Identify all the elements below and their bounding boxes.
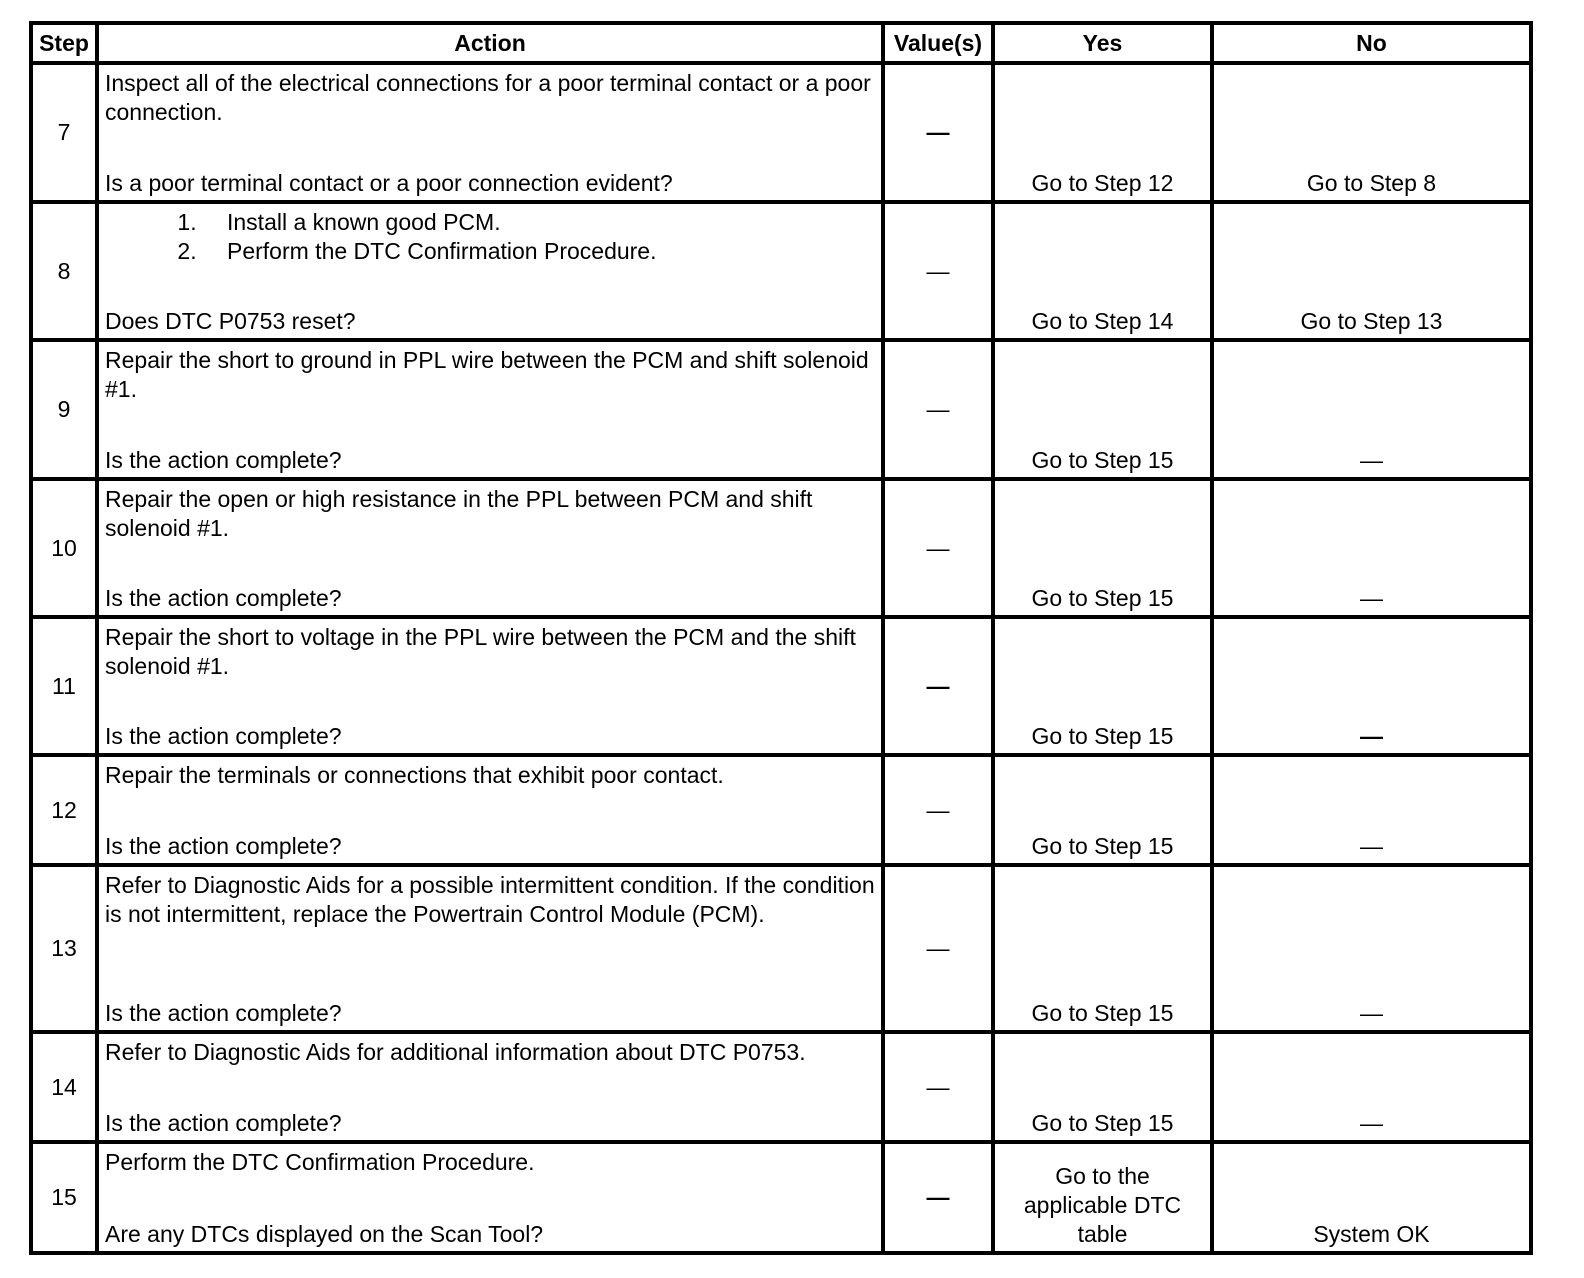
action-text: Repair the short to voltage in the PPL wire between the PCM and the shift solenoid #1. <box>105 624 856 679</box>
action-text: Refer to Diagnostic Aids for a possible intermittent condition. If the condition is not intermittent, replace the Powertrain Control Module (PCM). <box>105 872 875 927</box>
yes-cell: Go to Step 15 <box>993 340 1212 479</box>
yes-cell: Go to Step 15 <box>993 479 1212 617</box>
step-number: 12 <box>31 755 97 865</box>
header-row <box>31 23 1531 63</box>
table-row <box>31 340 1531 479</box>
diagnostic-table <box>29 21 1533 1255</box>
table-row <box>31 865 1531 1032</box>
no-cell: System OK <box>1212 1142 1531 1253</box>
value-dash: — <box>926 396 950 422</box>
action-question: Is the action complete? <box>105 1110 342 1136</box>
action-question: Is the action complete? <box>105 723 342 749</box>
value-dash: — <box>926 534 950 561</box>
action-cell <box>97 755 883 865</box>
step-number: 9 <box>31 340 97 479</box>
action-text: Inspect all of the electrical connections for a poor terminal contact or a poor connection. <box>105 70 871 125</box>
header-no: No <box>1212 23 1531 63</box>
header-action: Action <box>97 23 883 63</box>
action-question: Does DTC P0753 reset? <box>105 308 356 334</box>
step-number: 13 <box>31 865 97 1032</box>
value-dash: — <box>926 672 950 699</box>
no-cell: Go to Step 13 <box>1212 202 1531 340</box>
yes-cell: Go to Step 15 <box>993 617 1212 755</box>
value-cell <box>883 1142 993 1253</box>
table-row <box>31 63 1531 202</box>
action-cell <box>97 865 883 1032</box>
value-dash: — <box>926 257 950 284</box>
action-cell <box>97 1142 883 1253</box>
value-dash: — <box>926 796 950 823</box>
action-text: Refer to Diagnostic Aids for additional information about DTC P0753. <box>105 1039 806 1065</box>
table-row <box>31 1032 1531 1142</box>
yes-cell: Go to Step 14 <box>993 202 1212 340</box>
no-dash: — <box>1360 723 1383 749</box>
value-cell <box>883 755 993 865</box>
no-cell: — <box>1212 755 1531 865</box>
table-row <box>31 755 1531 865</box>
no-cell: — <box>1212 1032 1531 1142</box>
action-cell <box>97 202 883 340</box>
table-row <box>31 617 1531 755</box>
action-list-item: 2. Perform the DTC Confirmation Procedure. <box>203 237 875 266</box>
action-text: Perform the DTC Confirmation Procedure. <box>105 1149 535 1175</box>
no-cell: — <box>1212 479 1531 617</box>
value-dash: — <box>926 1073 950 1100</box>
yes-cell: Go to Step 15 <box>993 755 1212 865</box>
no-cell <box>1212 617 1531 755</box>
action-question: Is the action complete? <box>105 585 342 611</box>
no-cell: — <box>1212 340 1531 479</box>
step-number: 7 <box>31 63 97 202</box>
action-cell <box>97 63 883 202</box>
table-row <box>31 479 1531 617</box>
yes-cell: Go to Step 15 <box>993 865 1212 1032</box>
action-cell <box>97 617 883 755</box>
action-text: Repair the terminals or connections that exhibit poor contact. <box>105 762 724 788</box>
step-number: 14 <box>31 1032 97 1142</box>
action-text: Repair the short to ground in PPL wire between the PCM and shift solenoid #1. <box>105 347 869 402</box>
table-row <box>31 1142 1531 1253</box>
action-question: Are any DTCs displayed on the Scan Tool? <box>105 1221 544 1247</box>
no-cell: Go to Step 8 <box>1212 63 1531 202</box>
no-cell: — <box>1212 865 1531 1032</box>
table-row <box>31 202 1531 340</box>
action-text: Repair the open or high resistance in the PPL between PCM and shift solenoid #1. <box>105 486 813 541</box>
header-values: Value(s) <box>883 23 993 63</box>
action-cell <box>97 479 883 617</box>
yes-cell: Go to Step 12 <box>993 63 1212 202</box>
value-cell <box>883 1032 993 1142</box>
step-number: 8 <box>31 202 97 340</box>
action-list <box>105 208 875 266</box>
value-dash: — <box>926 1184 950 1210</box>
step-number: 11 <box>31 617 97 755</box>
value-cell <box>883 340 993 479</box>
action-list-item: 1. Install a known good PCM. <box>203 208 875 237</box>
action-cell <box>97 340 883 479</box>
value-cell <box>883 202 993 340</box>
value-cell <box>883 617 993 755</box>
value-dash: — <box>926 119 950 145</box>
action-question: Is the action complete? <box>105 447 342 473</box>
yes-cell: Go to the applicable DTC table <box>993 1142 1212 1253</box>
action-question: Is a poor terminal contact or a poor connection evident? <box>105 170 673 196</box>
value-dash: — <box>926 935 950 961</box>
step-number: 15 <box>31 1142 97 1253</box>
action-question: Is the action complete? <box>105 1000 342 1026</box>
step-number: 10 <box>31 479 97 617</box>
header-yes: Yes <box>993 23 1212 63</box>
value-cell <box>883 479 993 617</box>
value-cell <box>883 63 993 202</box>
action-question: Is the action complete? <box>105 833 342 859</box>
yes-cell: Go to Step 15 <box>993 1032 1212 1142</box>
value-cell <box>883 865 993 1032</box>
header-step: Step <box>31 23 97 63</box>
action-cell <box>97 1032 883 1142</box>
